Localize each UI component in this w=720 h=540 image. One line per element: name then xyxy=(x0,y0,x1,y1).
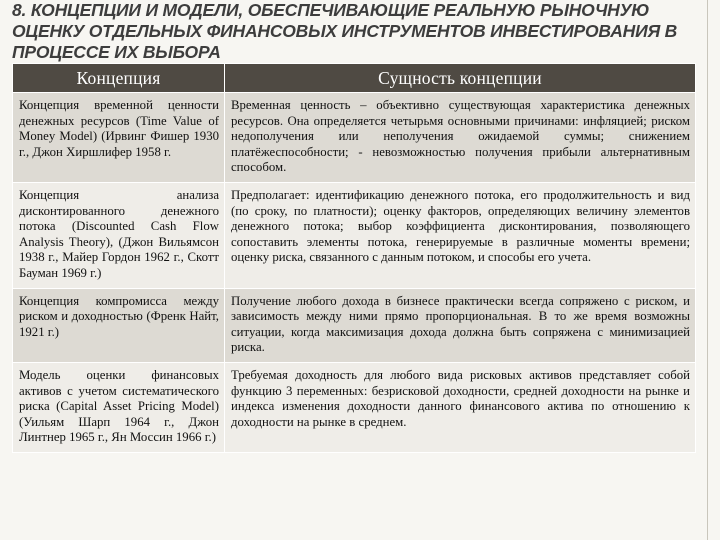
essence-cell: Требуемая доходность для любого вида рисковых активов представляет собой функцию 3 переменных: безрисковой доходности, средней доходности на рынке и индекса изменения доходности данного финансового актива по отношению к доходности на рынке в среднем. xyxy=(225,362,696,452)
essence-cell: Предполагает: идентификацию денежного потока, его продолжительность и вид (по сроку, по платности); оценку факторов, определяющих величину элементов денежного потока; выбор коэффициента дисконтирования, позволяющего сопоставить элементы потока, генерируемые в различные моменты времени; оценку риска, связанного с данным потоком, и способы его учета. xyxy=(225,182,696,288)
header-essence: Сущность концепции xyxy=(225,64,696,93)
slide-border-line xyxy=(707,0,708,540)
concept-cell: Концепция компромисса между риском и доходностью (Френк Найт, 1921 г.) xyxy=(13,288,225,362)
essence-cell: Получение любого дохода в бизнесе практически всегда сопряжено с риском, и зависимость между ними прямо пропорциональная. В то же время возможны ситуации, когда максимизация дохода должна быть сопряжена с минимизацией риска. xyxy=(225,288,696,362)
essence-cell: Временная ценность – объективно существующая характеристика денежных ресурсов. Она определяется четырьмя основными причинами: инфляцией; риском недополучения или неполучения ожидаемой суммы; снижением платёжеспособности; - невозможностью получения прибыли альтернативным способом. xyxy=(225,93,696,183)
concept-cell: Концепция анализа дисконтированного денежного потока (Discounted Cash Flow Analysis Theory), (Джон Вильямсон 1938 г., Майер Гордон 1962 г., Скотт Бауман 1969 г.) xyxy=(13,182,225,288)
slide-title: 8. КОНЦЕПЦИИ И МОДЕЛИ, ОБЕСПЕЧИВАЮЩИЕ РЕАЛЬНУЮ РЫНОЧНУЮ ОЦЕНКУ ОТДЕЛЬНЫХ ФИНАНСОВЫХ ИНСТРУМЕНТОВ ИНВЕСТИРОВАНИЯ В ПРОЦЕССЕ ИХ ВЫБОРА xyxy=(12,0,678,62)
concepts-table xyxy=(12,63,696,453)
table-header-row xyxy=(13,64,696,93)
concept-cell: Концепция временной ценности денежных ресурсов (Time Value of Money Model) (Ирвинг Фишер 1930 г., Джон Хиршлифер 1958 г. xyxy=(13,93,225,183)
table-row xyxy=(13,93,696,183)
table-row xyxy=(13,362,696,452)
table-row xyxy=(13,288,696,362)
table-row xyxy=(13,182,696,288)
header-concept: Концепция xyxy=(13,64,225,93)
concept-cell: Модель оценки финансовых активов с учетом систематического риска (Capital Asset Pricing Model) (Уильям Шарп 1964 г., Джон Линтнер 1965 г., Ян Моссин 1966 г.) xyxy=(13,362,225,452)
